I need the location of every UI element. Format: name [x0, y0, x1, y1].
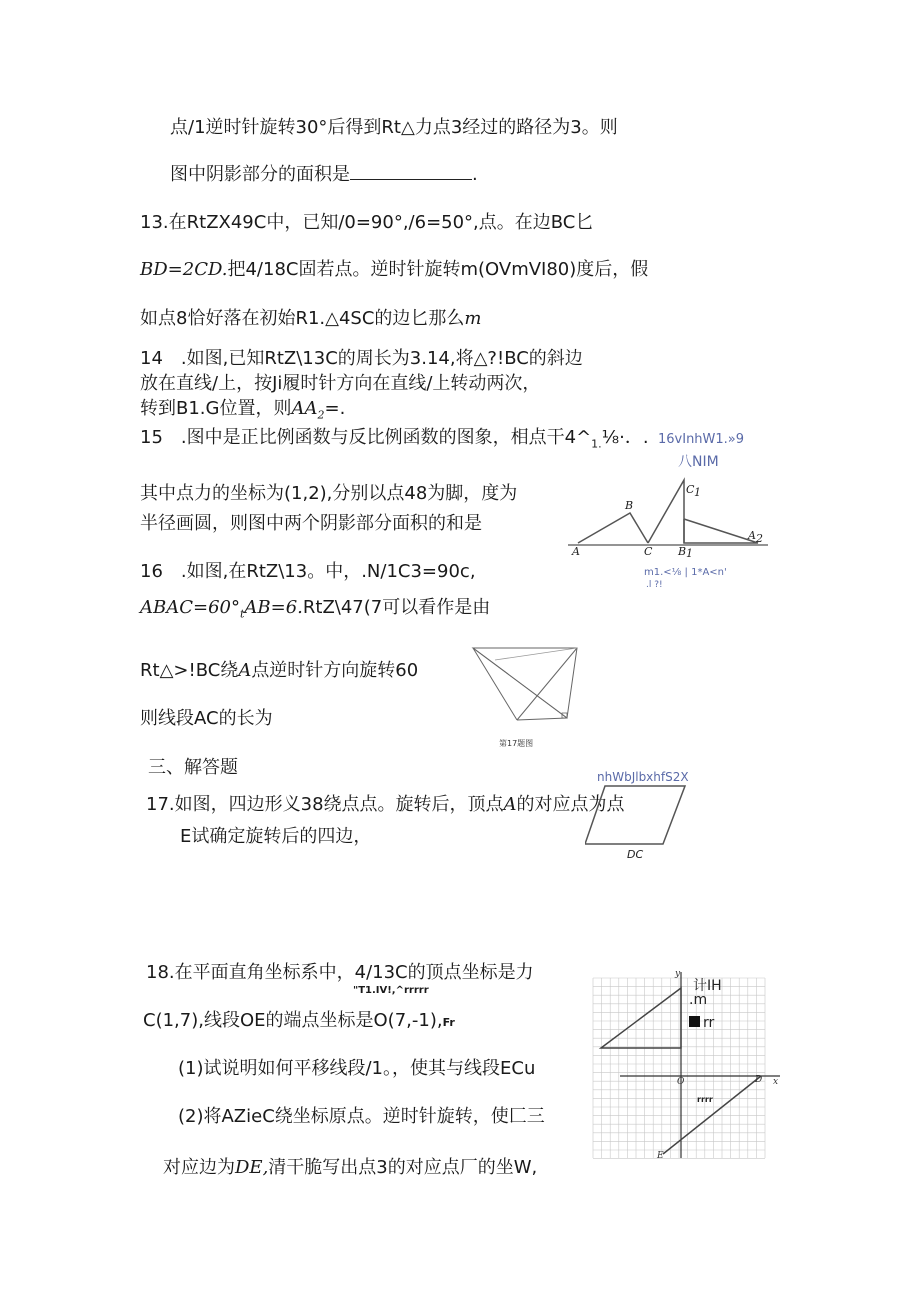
section-3-heading: 三、解答题	[148, 757, 238, 778]
grid-lines	[593, 978, 765, 1159]
label-A2: A	[748, 529, 756, 542]
problem-18-part-1: (1)试说明如何平移线段/1。，使其与线段ECu	[178, 1058, 536, 1079]
y-label: y	[675, 969, 681, 979]
svg-text:1: 1	[686, 547, 693, 560]
problem-14-line-1: 14 .如图,已知RtZ\13C的周长为3.14,将△?!BC的斜边	[140, 348, 583, 369]
fig15-ocr-3: m1.<⅛ | 1*A<n'	[644, 567, 727, 578]
fig15-ocr-4: .l ?!	[646, 580, 663, 590]
problem-18-part-2: (2)将AZieC绕坐标原点。逆时针旋转，使匚三	[178, 1106, 545, 1127]
triangle-a2b2c2	[684, 519, 758, 543]
problem-16-line-2: $ABAC=60^\circ_tAB=6.RtZ\backslash 47(7$可以看作是由	[140, 597, 491, 621]
problem-16-line-4: 则线段AC的长为	[140, 708, 273, 729]
triangle-outer	[473, 648, 577, 718]
figure-18-coordinate-grid	[585, 968, 785, 1168]
fig15-ocr-1: 16vInhW1.»9	[658, 432, 745, 447]
problem-12-line-2: 图中阴影部分的面积是 .	[170, 164, 478, 185]
figure-17-quadrilateral	[585, 766, 695, 866]
fig15-ocr-2: 八NIM	[678, 454, 719, 470]
problem-16-line-1: 16 .如图,在RtZ\13。中，.N/1C3=90c,	[140, 561, 476, 582]
label-E: E	[657, 1151, 664, 1161]
problem-15-line-1: 15 .图中是正比例函数与反比例函数的图象，相点干$4\^{}_{1.}\frac{1}{8}\cdot$．.	[140, 427, 649, 451]
problem-13-line-3: 如点8恰好落在初始R1.△4SC的边匕那么m	[140, 308, 482, 329]
label-A: A	[572, 545, 580, 558]
fig18-ocr-3: rr	[703, 1015, 715, 1031]
problem-14-line-3: 转到B1.G位置，则$AA_2=$.	[140, 398, 346, 422]
svg-text:1: 1	[694, 486, 701, 499]
answer-blank[interactable]	[350, 165, 472, 180]
label-B1: B	[678, 545, 687, 558]
x-label: x	[773, 1077, 779, 1087]
label-B: B	[625, 499, 634, 512]
label-D: D	[755, 1075, 763, 1085]
figure-caption: 第17题图	[499, 739, 534, 748]
triangle-abc	[578, 513, 648, 543]
problem-18-line-5: 对应边为DE,清干脆写出点3的对应点厂的坐W,	[163, 1157, 538, 1178]
problem-18-line-1: 18.在平面直角坐标系中，4/13C的顶点坐标是力	[146, 962, 534, 983]
origin-label: O	[677, 1077, 685, 1087]
problem-13-line-2: BD=2CD.把4/18C固若点。逆时针旋转m(OVmVI80)度后，假	[140, 259, 649, 280]
svg-text:2: 2	[756, 532, 763, 545]
problem-15-line-2: 其中点力的坐标为(1,2),分别以点48为脚，度为	[140, 483, 518, 504]
figure-16-rotation	[465, 640, 585, 750]
label-C: C	[644, 545, 653, 558]
problem-17-line-1: 17.如图，四边形义38绕点点。旋转后，顶点A的对应点为点	[146, 794, 625, 815]
label-DC: DC	[627, 848, 644, 861]
problem-16-line-3: Rt△>!BC绕A点逆时针方向旋转60	[140, 660, 419, 681]
problem-12-line-1: 点/1逆时针旋转30°后得到Rt△力点3经过的路径为3。则	[170, 117, 618, 138]
figure-14-rolling-triangle	[568, 425, 788, 590]
solid-square	[689, 1016, 700, 1027]
fig17-ocr: nhWbJlbxhfS2X	[597, 770, 689, 784]
parallelogram	[585, 786, 685, 844]
problem-13-line-1: 13.在RtZX49C中，已知/0=90°,/6=50°,点。在边BC匕	[140, 212, 594, 233]
problem-18-line-2: C(1,7),线段OE的端点坐标是O(7,-1),Fr	[143, 1010, 455, 1031]
segment-de	[663, 1076, 761, 1154]
label-C1: C	[686, 483, 695, 496]
triangle-abc	[601, 988, 681, 1048]
problem-14-line-2: 放在直线/上，按Ji履时针方向在直线/上转动两次，	[140, 373, 541, 394]
fig18-ocr-2: .m	[689, 992, 708, 1008]
problem-18-ocr-note: "T1.IV!,^rrrrr	[353, 985, 429, 996]
fig18-ocr-1: 计IH	[693, 978, 722, 994]
problem-17-line-2: E试确定旋转后的四边，	[180, 826, 372, 847]
fig18-ocr-4: rrrr	[697, 1095, 713, 1104]
problem-15-line-3: 半径画圆，则图中两个阴影部分面积的和是	[140, 513, 482, 534]
triangle-a1b1c1	[648, 480, 684, 543]
